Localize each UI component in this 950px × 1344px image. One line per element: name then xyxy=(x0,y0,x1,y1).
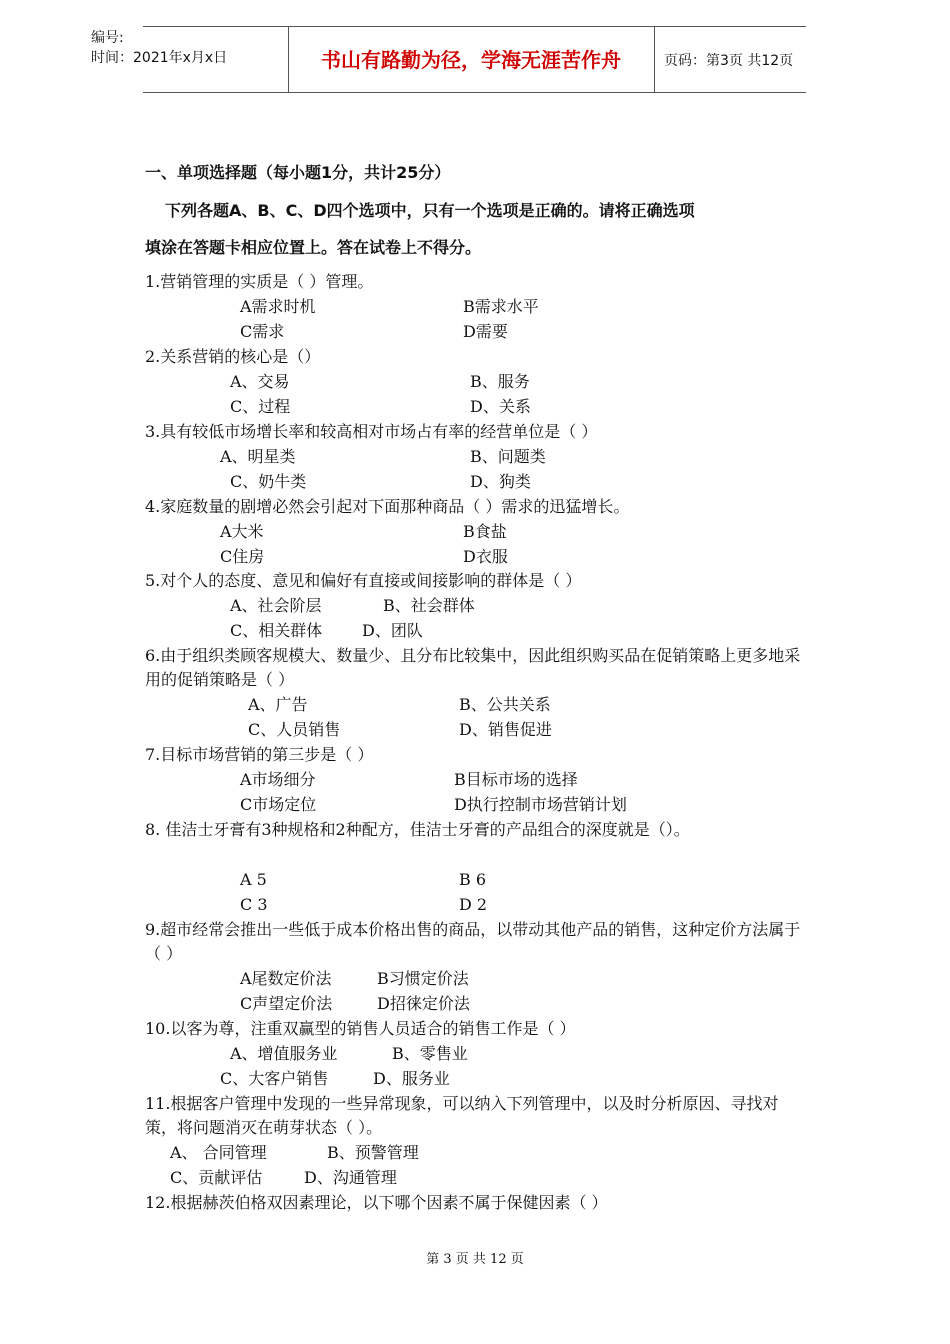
q9-option-d: D招徕定价法 xyxy=(377,994,470,1013)
question-9: 9.超市经常会推出一些低于成本价格出售的商品，以带动其他产品的销售，这种定价方法属于（ ） xyxy=(145,920,801,963)
question-3: 3.具有较低市场增长率和较高相对市场占有率的经营单位是（ ） xyxy=(145,422,598,441)
header-page-info: 页码：第3页 共12页 xyxy=(664,53,794,69)
header-bottom-rule xyxy=(143,92,806,93)
q4-option-c: C住房 xyxy=(220,547,265,566)
q8-option-b: B 6 xyxy=(459,870,487,889)
q1-option-c: C需求 xyxy=(240,322,285,341)
header-top-rule xyxy=(143,26,806,27)
q8-option-c: C 3 xyxy=(240,895,268,914)
document-number-label: 编号: xyxy=(91,30,124,46)
question-1: 1.营销管理的实质是（ ）管理。 xyxy=(145,272,374,291)
q1-option-d: D需要 xyxy=(463,322,508,341)
question-5: 5.对个人的态度、意见和偏好有直接或间接影响的群体是（ ） xyxy=(145,571,582,590)
question-11: 11.根据客户管理中发现的一些异常现象，可以纳入下列管理中，以及时分析原因、寻找对策，将问题消灭在萌芽状态（ ）。 xyxy=(145,1094,779,1137)
q9-option-c: C声望定价法 xyxy=(240,994,333,1013)
question-7: 7.目标市场营销的第三步是（ ） xyxy=(145,745,374,764)
q3-option-b: B、问题类 xyxy=(470,447,546,466)
q6-option-c: C、人员销售 xyxy=(248,720,341,739)
q10-option-c: C、大客户销售 xyxy=(220,1069,329,1088)
section-title: 一、单项选择题（每小题1分，共计25分） xyxy=(145,163,451,182)
q1-option-a: A需求时机 xyxy=(240,297,316,316)
q2-option-a: A、交易 xyxy=(230,372,290,391)
q5-option-a: A、社会阶层 xyxy=(230,596,322,615)
question-6: 6.由于组织类顾客规模大、数量少、且分布比较集中，因此组织购买品在促销策略上更多地采用的促销策略是（ ） xyxy=(145,646,801,689)
q2-option-d: D、关系 xyxy=(470,397,531,416)
q6-option-b: B、公共关系 xyxy=(459,695,551,714)
q4-option-b: B食盐 xyxy=(463,522,507,541)
q6-option-d: D、销售促进 xyxy=(459,720,552,739)
header-motto: 书山有路勤为径，学海无涯苦作舟 xyxy=(321,48,621,72)
q2-option-b: B、服务 xyxy=(470,372,530,391)
q7-option-a: A市场细分 xyxy=(240,770,316,789)
q9-option-b: B习惯定价法 xyxy=(377,969,469,988)
header-divider-right xyxy=(654,26,655,93)
q4-option-a: A大米 xyxy=(220,522,264,541)
q11-option-c: C、贡献评估 xyxy=(170,1168,263,1187)
q11-option-b: B、预警管理 xyxy=(327,1143,419,1162)
q5-option-c: C、相关群体 xyxy=(230,621,323,640)
q10-option-d: D、服务业 xyxy=(373,1069,450,1088)
q10-option-a: A、增值服务业 xyxy=(230,1044,338,1063)
q5-option-b: B、社会群体 xyxy=(383,596,475,615)
q9-option-a: A尾数定价法 xyxy=(240,969,332,988)
document-time-label: 时间：2021年x月x日 xyxy=(91,50,228,66)
question-10: 10.以客为尊，注重双赢型的销售人员适合的销售工作是（ ） xyxy=(145,1019,576,1038)
q7-option-c: C市场定位 xyxy=(240,795,317,814)
header-meta xyxy=(91,28,227,68)
q7-option-d: D执行控制市场营销计划 xyxy=(454,795,627,814)
q8-option-a: A 5 xyxy=(240,870,267,889)
q1-option-b: B需求水平 xyxy=(463,297,539,316)
q3-option-a: A、明星类 xyxy=(220,447,296,466)
instruction-line-1: 下列各题A、B、C、D四个选项中，只有一个选项是正确的。请将正确选项 xyxy=(165,201,695,220)
q8-option-d: D 2 xyxy=(459,895,488,914)
instruction-line-2: 填涂在答题卡相应位置上。答在试卷上不得分。 xyxy=(145,238,482,257)
q2-option-c: C、过程 xyxy=(230,397,291,416)
q7-option-b: B目标市场的选择 xyxy=(454,770,578,789)
q10-option-b: B、零售业 xyxy=(392,1044,468,1063)
q11-option-d: D、沟通管理 xyxy=(304,1168,397,1187)
question-8: 8. 佳洁士牙膏有3种规格和2种配方，佳洁士牙膏的产品组合的深度就是（）。 xyxy=(145,820,690,839)
question-4: 4.家庭数量的剧增必然会引起对下面那种商品（ ）需求的迅猛增长。 xyxy=(145,497,630,516)
q6-option-a: A、广告 xyxy=(248,695,308,714)
q11-option-a: A、 合同管理 xyxy=(170,1143,267,1162)
page-footer: 第 3 页 共 12 页 xyxy=(426,1252,524,1267)
question-12: 12.根据赫茨伯格双因素理论，以下哪个因素不属于保健因素（ ） xyxy=(145,1193,608,1212)
q3-option-c: C、奶牛类 xyxy=(230,472,307,491)
question-2: 2.关系营销的核心是（） xyxy=(145,347,321,366)
q3-option-d: D、狗类 xyxy=(470,472,531,491)
q4-option-d: D衣服 xyxy=(463,547,508,566)
q5-option-d: D、团队 xyxy=(362,621,423,640)
